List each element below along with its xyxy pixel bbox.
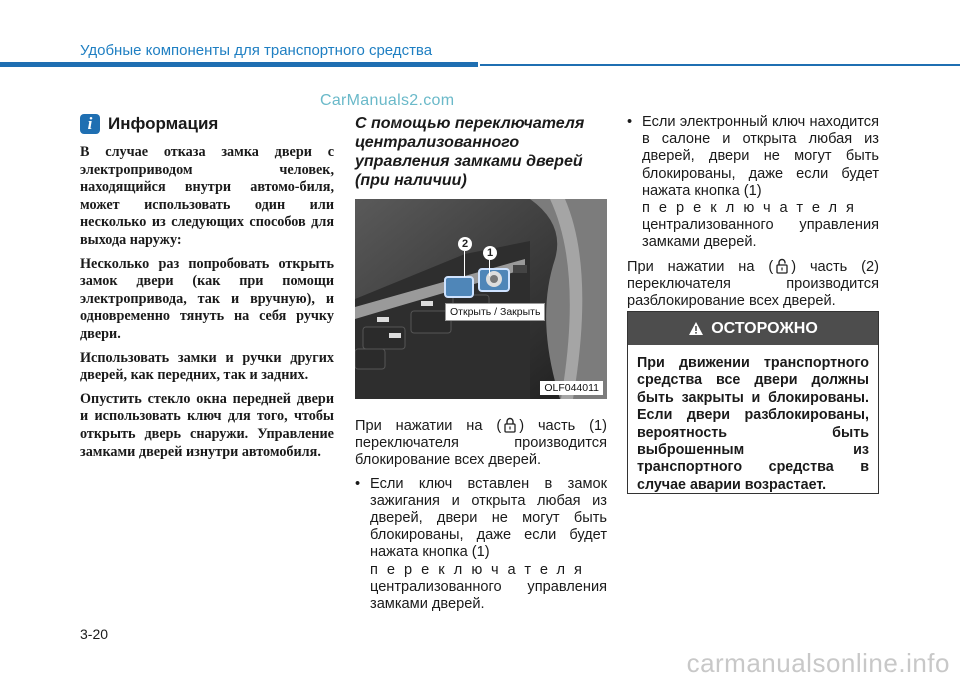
door-switch-photo [355, 199, 607, 399]
info-paragraph-3: Использовать замки и ручки других дверей, как передних, так и задних. [80, 349, 334, 384]
unlock-paragraph: При нажатии на ( ) часть (2) переключателя производится разблокирование всех дверей. [627, 258, 879, 310]
info-column [80, 114, 334, 467]
info-paragraph-4: Опустить стекло окна передней двери и использовать ключ для того, чтобы открыть дверь снаружи. Управление замками дверей изнутри автомобиля. [80, 390, 334, 460]
header-rule-thick [0, 62, 478, 67]
photo-code: OLF044011 [540, 381, 603, 395]
info-icon: i [80, 114, 100, 134]
callout-leader-2 [464, 251, 465, 277]
warning-triangle-icon [688, 321, 704, 336]
watermark-carmanuals2: CarManuals2.com [320, 92, 455, 109]
info-paragraph-1: В случае отказа замка двери с электроприводом человек, находящийся внутри автомо-биля, может использовать один или несколько из следующих способов для выхода наружу: [80, 144, 334, 248]
lock-paragraph-end: ) часть (1) переключателя производится блокирование всех дверей. [355, 418, 607, 469]
warning-text: При движении транспортного средства все двери должны быть закрыты и блокированы. Если двери разблокированы, вероятность быть выброшенным из транспортного средства в случае аварии возрастает. [637, 355, 869, 493]
bullet-ignition-key: • Если ключ вставлен в замок зажигания и открыта любая из дверей, двери не могут быть блокированы, даже если будет нажата кнопка (1) переключателя централизованного управления замками дверей. [355, 475, 607, 613]
page-number: 3-20 [80, 626, 109, 642]
central-lock-column [355, 114, 607, 613]
photo-label: Открыть / Закрыть [445, 303, 545, 321]
info-paragraph-2: Несколько раз попробовать открыть замок двери (как при помощи электропривода, так и вручную), и одновременно тянуть на себя ручку двери. [80, 255, 334, 342]
lock-open-icon [776, 258, 788, 274]
door-panel-illustration [355, 199, 607, 399]
callout-leader-1 [489, 260, 490, 276]
right-column [627, 114, 879, 310]
chapter-header: Удобные компоненты для транспортного средства [80, 42, 433, 59]
info-heading [80, 114, 334, 134]
info-title: Информация [108, 114, 219, 133]
lock-paragraph-start: При нажатии на ( [355, 418, 502, 434]
bullet-smart-key: • Если электронный ключ находится в салоне и открыта любая из дверей, двери не могут быть блокированы, даже если будет нажата кнопка (1) переключателя централизованного управления замками дверей. [627, 114, 879, 251]
header-rule-thin [480, 64, 960, 66]
section-title: С помощью переключателя централизованного управления замками дверей (при наличии) [355, 115, 585, 189]
footer-watermark: carmanualsonline.info [686, 648, 950, 678]
callout-1: 1 [483, 246, 497, 260]
warning-title: ОСТОРОЖНО [711, 319, 818, 337]
warning-header [628, 312, 878, 345]
warning-box [627, 311, 879, 494]
callout-2: 2 [458, 237, 472, 251]
lock-paragraph [355, 417, 607, 470]
lock-closed-icon [504, 417, 516, 433]
